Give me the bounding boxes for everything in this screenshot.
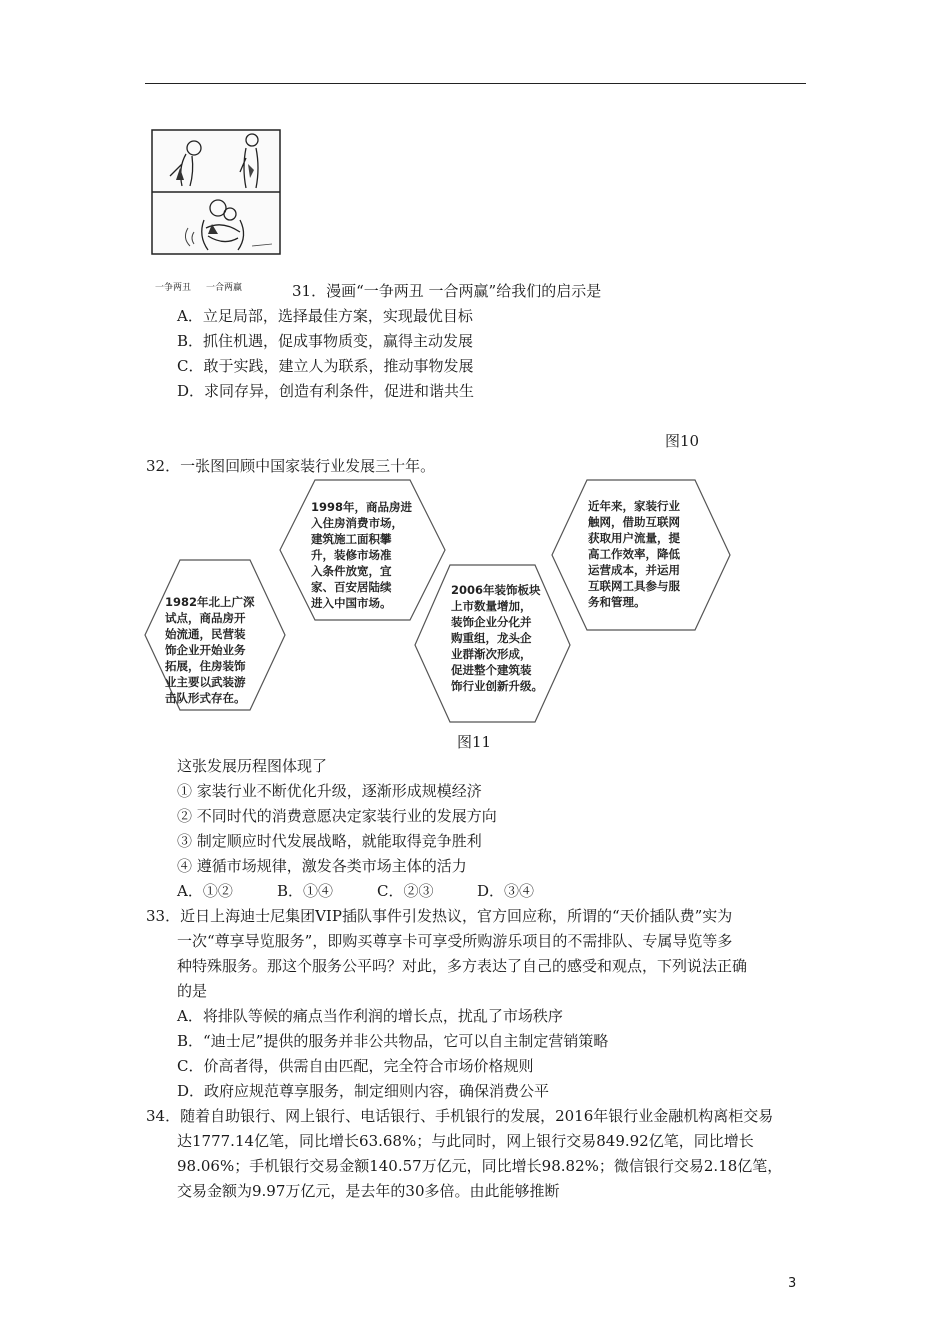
hexagon-1998-text: 1998年，商品房进 入住房消费市场， 建筑施工面积攀 升，装修市场准 入条件放宽，宜 家、百安居陆续 进入中国市场。	[311, 500, 413, 610]
q33-option-a: A．将排队等候的痛点当作利润的增长点，扰乱了市场秩序	[177, 1007, 563, 1025]
figure-11-label: 图11	[457, 733, 492, 751]
q33-option-c: C．价高者得，供需自由匹配，完全符合市场价格规则	[177, 1057, 534, 1075]
q33-stem-line-3: 种特殊服务。那这个服务公平吗？对此，多方表达了自己的感受和观点，下列说法正确	[177, 957, 748, 975]
q32-item-1: ① 家装行业不断优化升级，逐渐形成规模经济	[177, 782, 482, 800]
hexagon-2006-text: 2006年装饰板块 上市数量增加， 装饰企业分化并 购重组，龙头企 业群渐次形成， 促进整个建筑装 饰行业创新升级。	[451, 583, 543, 693]
q32-stem: 32．一张图回顾中国家装行业发展三十年。	[146, 457, 436, 475]
q31-option-d: D．求同存异，创造有利条件，促进和谐共生	[177, 382, 475, 400]
q33-stem-line-4: 的是	[177, 982, 208, 1000]
q31-option-c: C．敢于实践，建立人为联系，推动事物发展	[177, 357, 474, 375]
q33-option-b: B．“迪士尼”提供的服务并非公共物品，它可以自主制定营销策略	[177, 1032, 609, 1050]
hexagon-recent-text: 近年来，家装行业 触网，借助互联网 获取用户流量，提 高工作效率，降低 运营成本，并运用 互联网工具参与服 务和管理。	[588, 499, 680, 609]
q31-option-b: B．抓住机遇，促成事物质变，赢得主动发展	[177, 332, 474, 350]
q33-option-d: D．政府应规范尊享服务，制定细则内容，确保消费公平	[177, 1082, 550, 1100]
q32-option-c: C．②③	[377, 882, 434, 900]
header-rule	[145, 83, 806, 84]
page-number: 3	[788, 1276, 797, 1291]
q31-stem: 31．漫画“一争两丑 一合两赢”给我们的启示是	[292, 282, 602, 300]
q32-item-2: ② 不同时代的消费意愿决定家装行业的发展方向	[177, 807, 497, 825]
q32-option-a: A．①②	[177, 882, 233, 900]
q32-option-b: B．①④	[277, 882, 334, 900]
figure-10-label: 图10	[665, 432, 700, 450]
q32-item-4: ④ 遵循市场规律，激发各类市场主体的活力	[177, 857, 467, 875]
q32-lead: 这张发展历程图体现了	[177, 757, 328, 775]
q34-stem-line-2: 达1777.14亿笔，同比增长63.68%；与此同时，网上银行交易849.92亿笔，同比增长	[177, 1132, 754, 1150]
q34-stem-line-4: 交易金额为9.97万亿元，是去年的30多倍。由此能够推断	[177, 1182, 560, 1200]
cartoon-caption-right: 一合两赢	[206, 283, 243, 293]
q34-stem-line-1: 34．随着自助银行、网上银行、电话银行、手机银行的发展，2016年银行业金融机构离柜交易	[146, 1107, 774, 1125]
q32-item-3: ③ 制定顺应时代发展战略，就能取得竞争胜利	[177, 832, 482, 850]
q31-option-a: A．立足局部，选择最佳方案，实现最优目标	[177, 307, 473, 325]
q33-stem-line-1: 33．近日上海迪士尼集团VIP插队事件引发热议，官方回应称，所谓的“天价插队费”实为	[146, 907, 733, 925]
q32-option-d: D．③④	[477, 882, 535, 900]
hexagon-1982-text: 1982年北上广深 试点，商品房开 始流通，民营装 饰企业开始业务 拓展，住房装饰 业主要以武装游 击队形式存在。	[165, 595, 255, 705]
q34-stem-line-3: 98.06%；手机银行交易金额140.57万亿元，同比增长98.82%；微信银行交易2.18亿笔，	[177, 1157, 783, 1175]
cartoon-caption-left: 一争两丑	[155, 283, 192, 293]
cartoon-image	[148, 128, 284, 268]
q33-stem-line-2: 一次“尊享导览服务”，即购买尊享卡可享受所购游乐项目的不需排队、专属导览等多	[177, 932, 733, 950]
